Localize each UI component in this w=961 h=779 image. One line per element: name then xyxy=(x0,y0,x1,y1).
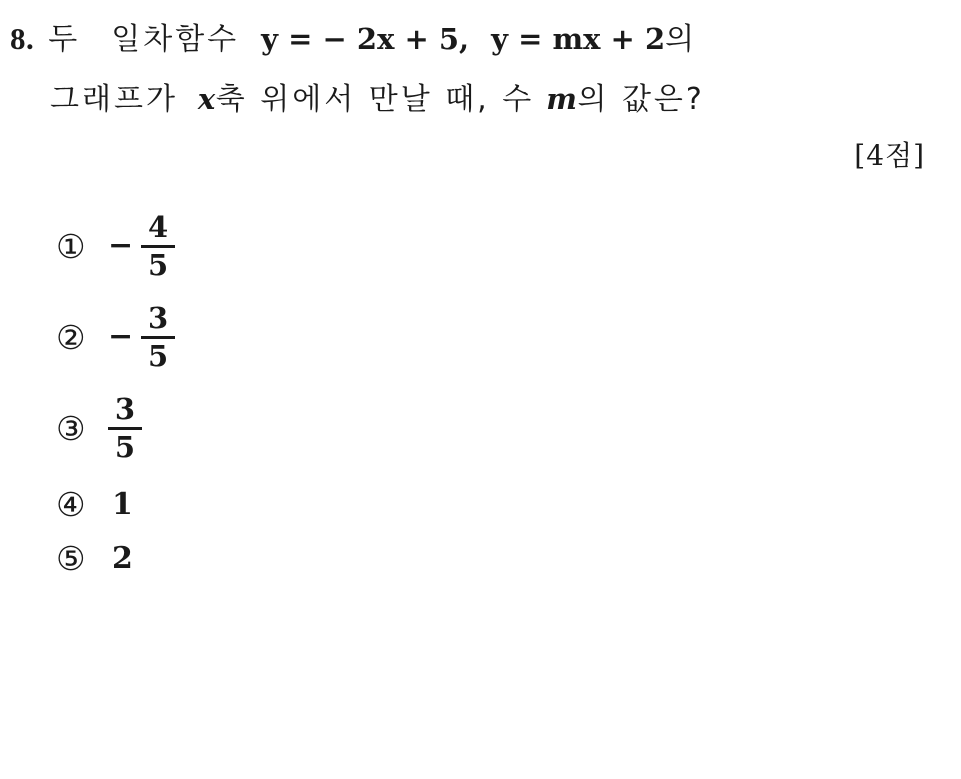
choice-value: 2 xyxy=(112,541,133,577)
choice-2[interactable] xyxy=(56,300,939,374)
choice-value: 1 xyxy=(112,487,133,523)
choice-4[interactable] xyxy=(56,485,939,525)
question-text-part-e: 축 위에서 만날 때, 수 xyxy=(215,82,535,117)
question-expression-2: y = mx + 2 xyxy=(491,22,666,56)
choice-sign: − xyxy=(108,318,134,354)
question-text-part-f: 의 값은? xyxy=(577,82,705,117)
fraction-denominator: 5 xyxy=(114,430,136,465)
question-text-part-b: 일차함수 xyxy=(111,22,240,57)
choice-sign: − xyxy=(108,227,134,263)
question-points: [4점] xyxy=(854,139,925,172)
question-variable-m: m xyxy=(546,82,578,116)
choice-fraction xyxy=(108,391,142,465)
choice-5[interactable] xyxy=(56,539,939,579)
fraction-numerator: 4 xyxy=(148,210,169,244)
question-expression-1: y = − 2x + 5, xyxy=(261,22,470,56)
fraction-denominator: 5 xyxy=(148,339,169,374)
fraction-numerator: 3 xyxy=(114,391,136,426)
fraction-denominator: 5 xyxy=(148,248,169,283)
question-line-2 xyxy=(10,74,939,118)
question-line-1 xyxy=(10,14,939,58)
choice-3[interactable] xyxy=(56,391,939,465)
choice-fraction xyxy=(141,300,175,374)
choice-marker: ① xyxy=(56,226,86,266)
question-text-part-c: 의 xyxy=(665,22,698,57)
question-text-part-d: 그래프가 xyxy=(50,82,178,117)
choice-marker: ② xyxy=(56,317,86,357)
choice-marker: ④ xyxy=(56,485,86,525)
answer-choices xyxy=(10,212,939,579)
choice-1[interactable] xyxy=(56,212,939,281)
question-text-part-a: 두 xyxy=(48,22,86,57)
choice-marker: ③ xyxy=(56,408,86,448)
question-number: 8. xyxy=(10,21,35,56)
choice-marker: ⑤ xyxy=(56,539,86,579)
fraction-numerator: 3 xyxy=(148,300,169,335)
question-stem xyxy=(10,14,939,174)
choice-fraction xyxy=(141,212,175,281)
question-variable-x: x xyxy=(197,82,216,116)
